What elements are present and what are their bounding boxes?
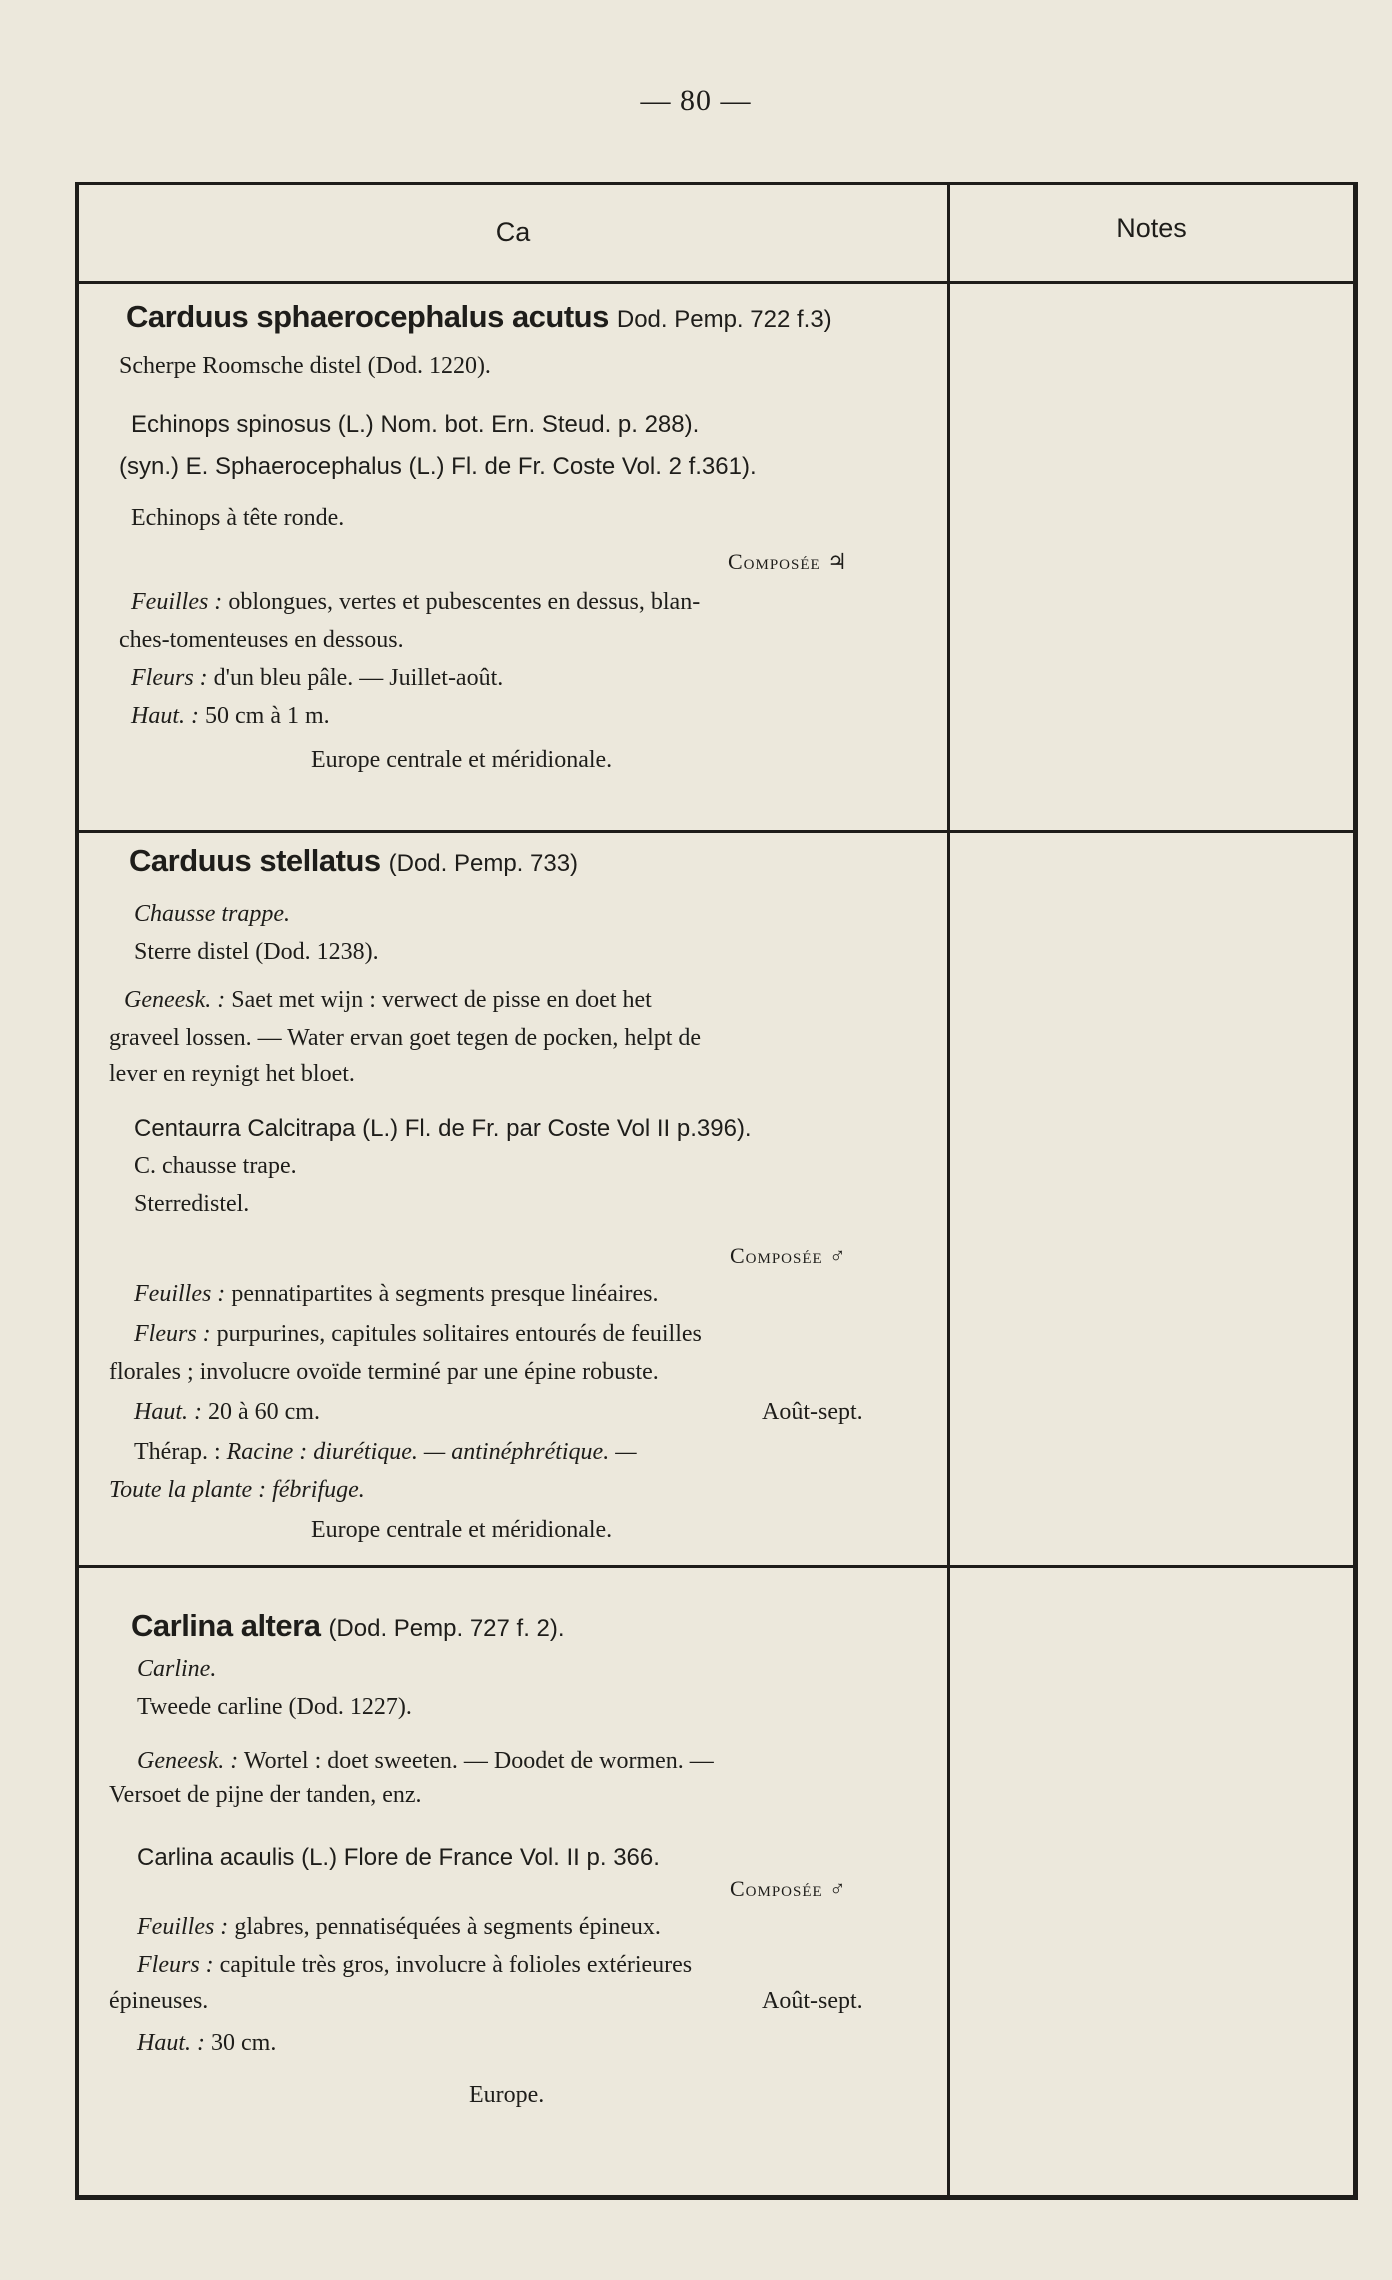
field-label: Geneesk. : [124, 987, 226, 1013]
description-line [134, 1399, 320, 1426]
distribution: Europe. [469, 2082, 545, 2108]
vernacular-name: Tweede carline (Dod. 1227). [137, 1694, 412, 1720]
description-line [124, 987, 652, 1014]
description-line: lever en reynigt het bloet. [109, 1061, 355, 1087]
field-value: capitule très gros, involucre à folioles extérieures [219, 1952, 693, 1978]
entry-carduus-stellatus [79, 833, 947, 1565]
entry-reference: (Dod. Pemp. 733) [388, 850, 579, 877]
description-line: Toute la plante : fébrifuge. [109, 1477, 365, 1503]
entry-title-line [129, 843, 578, 879]
description-line [131, 665, 503, 692]
description-line [137, 2030, 276, 2057]
entry-reference: Dod. Pemp. 722 f.3) [616, 306, 832, 333]
vernacular-name: Scherpe Roomsche distel (Dod. 1220). [119, 353, 491, 379]
description-line [134, 1281, 659, 1308]
family-label: Composée ♂ [730, 1876, 847, 1901]
field-label: Thérap. : [134, 1439, 221, 1465]
french-name: Chausse trappe. [134, 901, 290, 927]
french-name: C. chausse trape. [134, 1153, 297, 1179]
description-line [137, 1952, 692, 1979]
entry-title-line [126, 299, 832, 335]
field-value: oblongues, vertes et pubescentes en dessus, blan- [228, 589, 701, 615]
field-value: 50 cm à 1 m. [205, 703, 330, 729]
description-line [131, 589, 700, 616]
distribution: Europe centrale et méridionale. [311, 1517, 613, 1543]
entry-carlina-altera [79, 1568, 947, 2198]
field-label: Feuilles : [134, 1281, 226, 1307]
field-value: glabres, pennatiséquées à segments épineux. [234, 1914, 661, 1940]
description-line: épineuses. [109, 1988, 209, 2014]
season: Août-sept. [762, 1988, 863, 2014]
entry-title: Carduus stellatus [129, 843, 381, 878]
notes-cell-1 [950, 284, 1353, 830]
family-label: Composée ♃ [728, 549, 848, 574]
description-line [137, 1748, 714, 1775]
season: Août-sept. [762, 1399, 863, 1425]
field-label: Haut. : [134, 1399, 202, 1425]
field-value: Wortel : doet sweeten. — Doodet de wormen. — [243, 1748, 714, 1774]
field-label: Haut. : [137, 2030, 205, 2056]
entry-reference: (Dod. Pemp. 727 f. 2). [328, 1615, 565, 1642]
field-value: pennatipartites à segments presque linéaires. [231, 1281, 659, 1307]
distribution: Europe centrale et méridionale. [311, 747, 613, 773]
column-header-notes: Notes [1116, 213, 1187, 243]
description-line: ches-tomenteuses en dessous. [119, 627, 404, 653]
entry-title: Carduus sphaerocephalus acutus [126, 299, 609, 334]
field-value: Racine : diurétique. — antinéphrétique. — [226, 1439, 637, 1465]
entry-carduus-sphaerocephalus [79, 281, 947, 830]
field-label: Fleurs : [131, 665, 208, 691]
field-label: Fleurs : [134, 1321, 211, 1347]
field-label: Haut. : [131, 703, 199, 729]
field-label: Feuilles : [131, 589, 223, 615]
french-name: Carline. [137, 1656, 217, 1682]
french-name: Echinops à tête ronde. [131, 505, 345, 531]
page-number: — 80 — [640, 84, 752, 117]
description-line: Versoet de pijne der tanden, enz. [109, 1782, 422, 1808]
description-line [137, 1914, 661, 1941]
field-value: 20 à 60 cm. [208, 1399, 320, 1425]
field-label: Feuilles : [137, 1914, 229, 1940]
field-value: Saet met wijn : verwect de pisse en doet het [231, 987, 652, 1013]
synonym-line: Echinops spinosus (L.) Nom. bot. Ern. Steud. p. 288). [131, 411, 700, 438]
notes-cell-3 [950, 1568, 1353, 2198]
entry-title-line [131, 1608, 565, 1644]
field-value: 30 cm. [211, 2030, 277, 2056]
field-label: Fleurs : [137, 1952, 214, 1978]
description-line [131, 703, 330, 730]
description-line [134, 1439, 637, 1466]
synonym-line: Carlina acaulis (L.) Flore de France Vol. II p. 366. [137, 1844, 660, 1871]
notes-cell-2 [950, 833, 1353, 1565]
description-line [134, 1321, 702, 1348]
entry-title: Carlina altera [131, 1608, 321, 1643]
description-line: graveel lossen. — Water ervan goet tegen de pocken, helpt de [109, 1025, 702, 1051]
vernacular-name: Sterredistel. [134, 1191, 250, 1217]
family-label: Composée ♂ [730, 1243, 847, 1268]
column-header-ca: Ca [495, 217, 531, 247]
field-value: d'un bleu pâle. — Juillet-août. [213, 665, 504, 691]
vernacular-name: Sterre distel (Dod. 1238). [134, 939, 379, 965]
description-line: florales ; involucre ovoïde terminé par une épine robuste. [109, 1359, 659, 1385]
field-value: purpurines, capitules solitaires entourés de feuilles [216, 1321, 702, 1347]
field-label: Geneesk. : [137, 1748, 239, 1774]
synonym-line: (syn.) E. Sphaerocephalus (L.) Fl. de Fr. Coste Vol. 2 f.361). [119, 453, 757, 480]
herbal-table [75, 182, 1358, 2200]
synonym-line: Centaurra Calcitrapa (L.) Fl. de Fr. par Coste Vol II p.396). [134, 1115, 752, 1142]
